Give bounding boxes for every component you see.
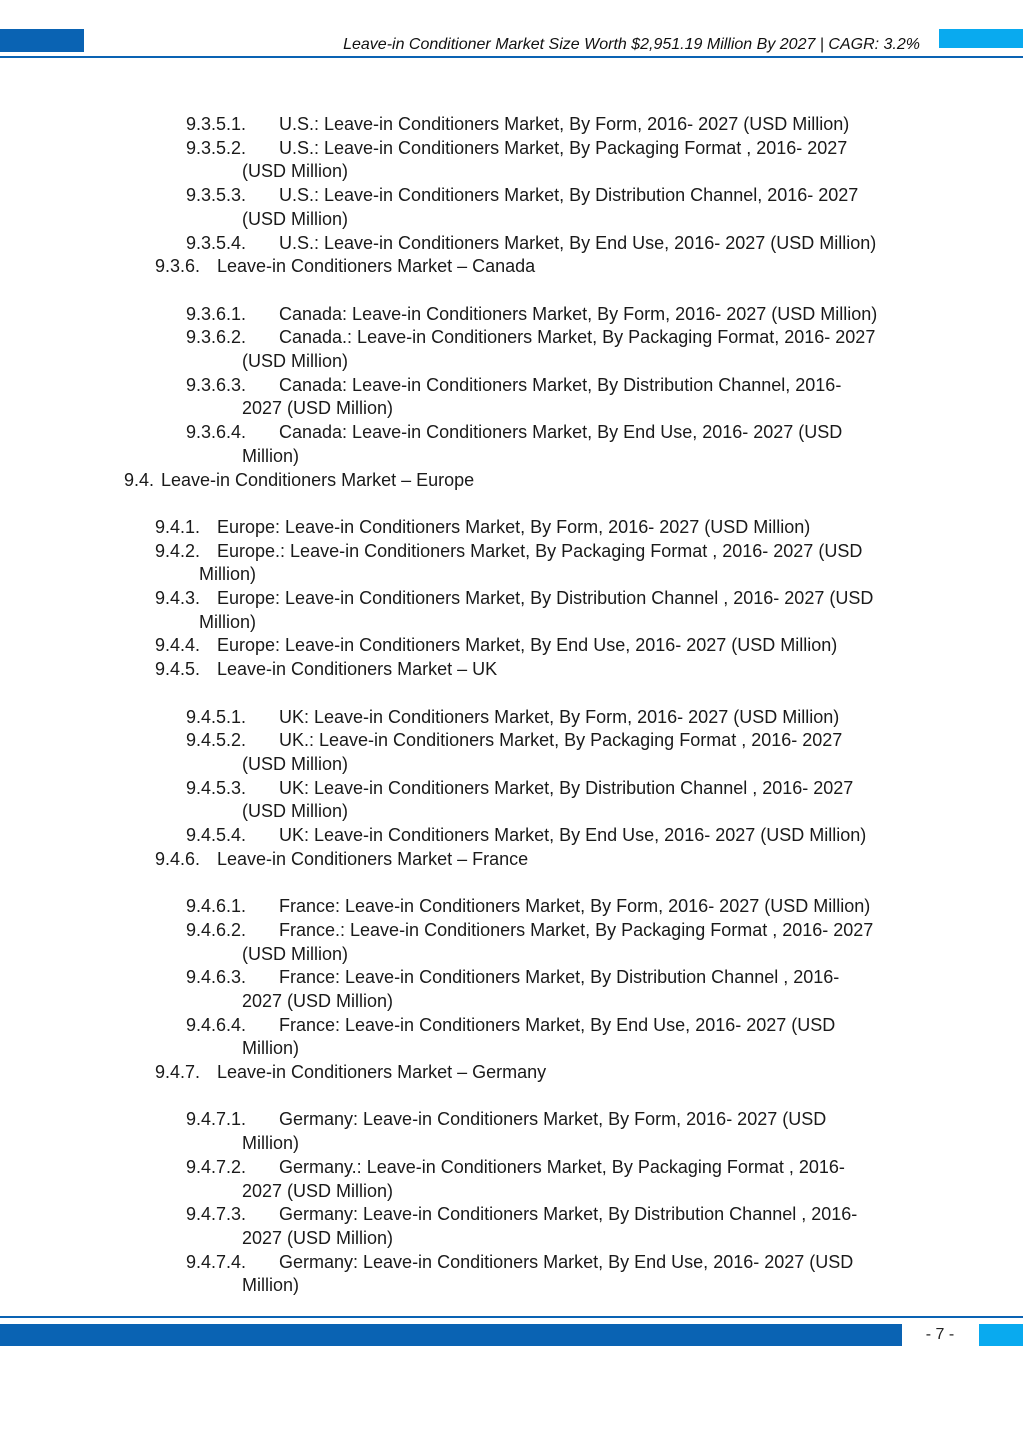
toc-entry[interactable]: [186, 729, 842, 776]
toc-entry[interactable]: [186, 919, 873, 966]
toc-entry[interactable]: [186, 777, 853, 824]
toc-entry-title: U.S.: Leave-in Conditioners Market, By End Use, 2016- 2027 (USD Million): [279, 232, 877, 253]
toc-entry-title: Leave-in Conditioners Market – France: [217, 848, 529, 869]
toc-entry-title-continued: (USD Million): [242, 208, 349, 229]
toc-entry-title-continued: (USD Million): [242, 943, 349, 964]
toc-entry-title-continued: 2027 (USD Million): [242, 1227, 394, 1248]
toc-entry-title-continued: (USD Million): [242, 801, 349, 822]
toc-entry-number: 9.3.5.1.: [186, 114, 247, 134]
toc-entry-number: 9.4.5.1.: [186, 706, 247, 727]
toc-entry-number: 9.4.5.3.: [186, 777, 247, 798]
toc-entry-title: UK.: Leave-in Conditioners Market, By Packaging Format , 2016- 2027: [279, 730, 843, 751]
toc-entry-title: Germany: Leave-in Conditioners Market, By Distribution Channel , 2016-: [279, 1204, 858, 1225]
page-number: - 7 -: [925, 1326, 955, 1343]
toc-entry[interactable]: [155, 848, 528, 872]
toc-entry-number: 9.4.6.3.: [186, 967, 247, 988]
toc-entry-number: 9.4.6.2.: [186, 919, 247, 940]
toc-entry-title: Leave-in Conditioners Market – Canada: [217, 256, 536, 277]
toc-entry[interactable]: [155, 658, 497, 682]
toc-entry-title: France: Leave-in Conditioners Market, By Form, 2016- 2027 (USD Million): [279, 896, 871, 917]
toc-entry[interactable]: [155, 587, 873, 634]
toc-entry[interactable]: [186, 113, 849, 137]
toc-entry-number: 9.3.6.: [155, 256, 201, 277]
footer-accent-bar-right: [979, 1324, 1023, 1346]
toc-entry-number: 9.4.7.2.: [186, 1156, 247, 1177]
header-accent-bar-left: [0, 29, 84, 52]
toc-entry-title: Europe: Leave-in Conditioners Market, By Form, 2016- 2027 (USD Million): [217, 516, 811, 537]
toc-entry-number: 9.3.6.3.: [186, 374, 247, 395]
toc-entry-number: 9.4.7.3.: [186, 1204, 247, 1225]
toc-entry-number: 9.4.6.: [155, 848, 201, 869]
toc-entry-title: U.S.: Leave-in Conditioners Market, By Form, 2016- 2027 (USD Million): [279, 114, 850, 134]
toc-entry-title-continued: (USD Million): [242, 753, 349, 774]
toc-entry[interactable]: [186, 421, 842, 468]
toc-entry-title: Leave-in Conditioners Market – Europe: [161, 469, 475, 490]
toc-entry-number: 9.3.6.1.: [186, 303, 247, 324]
toc-entry-title-continued: (USD Million): [242, 351, 349, 371]
header-divider: [0, 56, 1023, 58]
toc-entry[interactable]: [186, 895, 870, 919]
toc-entry-title: U.S.: Leave-in Conditioners Market, By Distribution Channel, 2016- 2027: [279, 185, 859, 206]
toc-entry-title-continued: Million): [242, 1275, 300, 1296]
toc-entry-number: 9.3.5.2.: [186, 137, 247, 158]
toc-entry-title-continued: 2027 (USD Million): [242, 1180, 394, 1201]
toc-entry-number: 9.4.7.1.: [186, 1109, 247, 1130]
toc-entry[interactable]: [186, 966, 839, 1013]
toc-entry-title-continued: (USD Million): [242, 161, 349, 182]
footer-accent-bar-left: [0, 1324, 902, 1346]
toc-entry[interactable]: [186, 1251, 853, 1298]
toc-entry-number: 9.3.6.4.: [186, 422, 247, 443]
toc-entry-title: Europe.: Leave-in Conditioners Market, By Packaging Format , 2016- 2027 (USD: [217, 540, 863, 561]
toc-entry-title-continued: 2027 (USD Million): [242, 990, 394, 1011]
toc-entry-title: Germany: Leave-in Conditioners Market, By Form, 2016- 2027 (USD: [279, 1109, 827, 1130]
toc-entry[interactable]: [186, 1108, 826, 1155]
toc-entry-title: Germany.: Leave-in Conditioners Market, By Packaging Format , 2016-: [279, 1156, 845, 1177]
toc-entry[interactable]: [155, 1061, 546, 1085]
toc-entry-number: 9.4.7.: [155, 1062, 201, 1082]
toc-entry-title: France: Leave-in Conditioners Market, By Distribution Channel , 2016-: [279, 967, 840, 988]
toc-entry-title: Germany: Leave-in Conditioners Market, By End Use, 2016- 2027 (USD: [279, 1251, 854, 1272]
footer-divider: [0, 1316, 1023, 1318]
toc-entry-title: Europe: Leave-in Conditioners Market, By End Use, 2016- 2027 (USD Million): [217, 635, 838, 656]
toc-entry-title: Canada: Leave-in Conditioners Market, By Form, 2016- 2027 (USD Million): [279, 303, 878, 324]
toc-entry-number: 9.3.5.3.: [186, 185, 247, 206]
toc-entry-title-continued: Million): [242, 445, 300, 466]
toc-entry[interactable]: [186, 1014, 835, 1061]
toc-entry[interactable]: [186, 824, 866, 848]
toc-entry-title: U.S.: Leave-in Conditioners Market, By Packaging Format , 2016- 2027: [279, 137, 848, 158]
toc-entry[interactable]: [186, 137, 847, 184]
toc-entry-number: 9.4.1.: [155, 516, 201, 537]
toc-entry-title-continued: 2027 (USD Million): [242, 398, 394, 419]
toc-entry-title: UK: Leave-in Conditioners Market, By Form, 2016- 2027 (USD Million): [279, 706, 840, 727]
toc-entry-number: 9.4.3.: [155, 588, 201, 608]
toc-entry-number: 9.3.6.2.: [186, 327, 247, 348]
toc-entry-number: 9.3.5.4.: [186, 232, 247, 253]
toc-entry-number: 9.4.4.: [155, 635, 201, 656]
toc-entry[interactable]: [186, 1203, 857, 1250]
toc-entry[interactable]: [186, 326, 875, 373]
toc-entry[interactable]: [124, 469, 474, 493]
toc-entry-title: Europe: Leave-in Conditioners Market, By Distribution Channel , 2016- 2027 (USD: [217, 588, 874, 608]
toc-entry-number: 9.4.5.4.: [186, 825, 247, 845]
toc-entry-title-continued: Million): [242, 1133, 300, 1154]
toc-entry[interactable]: [186, 1156, 845, 1203]
toc-entry-number: 9.4.5.2.: [186, 730, 247, 751]
toc-entry[interactable]: [186, 184, 858, 231]
toc-entry-title: Canada: Leave-in Conditioners Market, By Distribution Channel, 2016-: [279, 374, 842, 395]
toc-entry[interactable]: [155, 540, 862, 587]
header-accent-bar-right: [939, 29, 1023, 48]
toc-entry-title: France: Leave-in Conditioners Market, By End Use, 2016- 2027 (USD: [279, 1014, 836, 1035]
toc-entry-title-continued: Million): [242, 1038, 300, 1059]
toc-entry-title: Leave-in Conditioners Market – UK: [217, 659, 498, 680]
toc-entry-title: Canada.: Leave-in Conditioners Market, By Packaging Format, 2016- 2027: [279, 327, 876, 348]
toc-entry[interactable]: [155, 516, 810, 540]
toc-entry-title: UK: Leave-in Conditioners Market, By Distribution Channel , 2016- 2027: [279, 777, 854, 798]
toc-entry[interactable]: [186, 374, 841, 421]
toc-entry-title-continued: Million): [199, 611, 257, 632]
toc-entry-number: 9.4.6.4.: [186, 1014, 247, 1035]
toc-entry[interactable]: [155, 255, 535, 279]
toc-entry[interactable]: [186, 232, 876, 256]
toc-entry-number: 9.4.5.: [155, 659, 201, 680]
toc-entry[interactable]: [186, 706, 839, 730]
toc-entry[interactable]: [186, 303, 877, 327]
toc-entry-number: 9.4.7.4.: [186, 1251, 247, 1272]
toc-entry-number: 9.4.6.1.: [186, 896, 247, 917]
header-title: Leave-in Conditioner Market Size Worth $2,951.19 Million By 2027 | CAGR: 3.2%: [343, 36, 920, 53]
toc-entry-number: 9.4.2.: [155, 540, 201, 561]
toc-entry[interactable]: [155, 634, 837, 658]
toc-entry-title: UK: Leave-in Conditioners Market, By End Use, 2016- 2027 (USD Million): [279, 825, 867, 845]
toc-entry-title-continued: Million): [199, 564, 257, 585]
toc-entry-number: 9.4.: [124, 469, 155, 490]
toc-entry-title: France.: Leave-in Conditioners Market, By Packaging Format , 2016- 2027: [279, 919, 874, 940]
toc-entry-title: Leave-in Conditioners Market – Germany: [217, 1062, 547, 1082]
toc-entry-title: Canada: Leave-in Conditioners Market, By End Use, 2016- 2027 (USD: [279, 422, 843, 443]
